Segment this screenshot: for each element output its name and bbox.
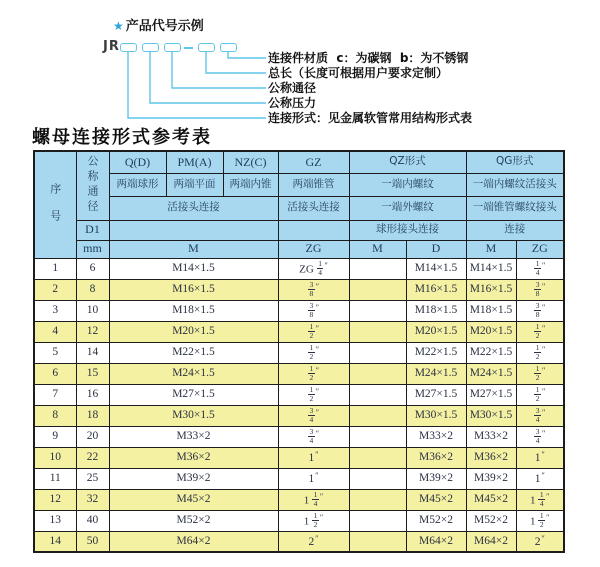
qg-m-cell: M22×1.5 <box>466 342 516 363</box>
table-row <box>34 342 564 363</box>
header-row-5 <box>34 240 564 258</box>
qz-m-cell <box>349 279 406 300</box>
header-cell: QZ形式 <box>349 151 466 173</box>
gz-cell: 1 $\frac{1}{4}$ ″ <box>278 489 349 510</box>
qz-d-cell: M24×1.5 <box>406 363 466 384</box>
table-row <box>34 405 564 426</box>
m-thread-cell: M20×1.5 <box>109 321 278 342</box>
qg-zg-cell: $\frac{1}{2}$ ″ <box>516 363 564 384</box>
qz-m-cell <box>349 510 406 531</box>
header-cell: 两端内锥 <box>223 173 278 196</box>
diameter-cell: 20 <box>76 426 109 447</box>
diagram-title-text: 产品代号示例 <box>125 19 204 34</box>
code-box-4 <box>198 43 215 52</box>
header-cell: GZ <box>278 151 349 173</box>
header-row-4 <box>34 220 564 240</box>
qz-d-cell: M36×2 <box>406 447 466 468</box>
diagram-label-length: 总长（长度可根据用户要求定制） <box>268 66 449 80</box>
qz-m-cell <box>349 468 406 489</box>
diameter-cell: 6 <box>76 258 109 279</box>
header-cell: 两端平面 <box>166 173 223 196</box>
diameter-cell: 10 <box>76 300 109 321</box>
gz-cell: 2″ <box>278 531 349 552</box>
m-thread-cell: M16×1.5 <box>109 279 278 300</box>
diameter-cell: 12 <box>76 321 109 342</box>
header-row-2 <box>34 173 564 196</box>
qz-d-cell: M52×2 <box>406 510 466 531</box>
header-cell: D1 <box>76 220 109 240</box>
gz-cell: $\frac{1}{2}$ ″ <box>278 342 349 363</box>
diameter-cell: 18 <box>76 405 109 426</box>
qz-m-cell <box>349 447 406 468</box>
code-box-5 <box>220 43 237 52</box>
header-cell: 连接 <box>466 220 564 240</box>
qg-m-cell: M18×1.5 <box>466 300 516 321</box>
m-thread-cell: M45×2 <box>109 489 278 510</box>
gz-cell: $\frac{1}{2}$ ″ <box>278 363 349 384</box>
qg-zg-cell: 1″ <box>516 447 564 468</box>
qz-m-cell <box>349 384 406 405</box>
qg-m-cell: M33×2 <box>466 426 516 447</box>
m-thread-cell: M33×2 <box>109 426 278 447</box>
gz-cell: $\frac{1}{2}$ ″ <box>278 384 349 405</box>
qz-m-cell <box>349 405 406 426</box>
row-index-cell: 11 <box>34 468 76 489</box>
table-row <box>34 384 564 405</box>
header-cell: 一端锥管螺纹接头 <box>466 196 564 220</box>
table-row <box>34 510 564 531</box>
row-index-cell: 2 <box>34 279 76 300</box>
code-box-2 <box>142 43 159 52</box>
qg-zg-cell: $\frac{1}{4}$ ″ <box>516 258 564 279</box>
qg-m-cell: M45×2 <box>466 489 516 510</box>
m-thread-cell: M14×1.5 <box>109 258 278 279</box>
header-cell: ZG <box>516 240 564 258</box>
table-header <box>34 151 564 258</box>
header-row-3 <box>34 196 564 220</box>
qg-zg-cell: $\frac{3}{8}$ ″ <box>516 300 564 321</box>
qg-zg-cell: $\frac{3}{8}$ ″ <box>516 279 564 300</box>
diagram-label-pressure: 公称压力 <box>268 96 317 110</box>
gz-cell: $\frac{3}{4}$ ″ <box>278 426 349 447</box>
qg-zg-cell: 2″ <box>516 531 564 552</box>
gz-cell: 1 $\frac{1}{2}$ ″ <box>278 510 349 531</box>
table-row <box>34 279 564 300</box>
qz-d-cell: M33×2 <box>406 426 466 447</box>
header-cell: QG形式 <box>466 151 564 173</box>
header-cell: 活接头连接 <box>109 196 278 220</box>
header-cell: PM(A) <box>166 151 223 173</box>
header-cell: 两端球形 <box>109 173 166 196</box>
qg-zg-cell: $\frac{3}{4}$ ″ <box>516 426 564 447</box>
row-index-cell: 14 <box>34 531 76 552</box>
header-cell: 序号 <box>34 151 76 258</box>
row-index-cell: 6 <box>34 363 76 384</box>
header-cell: ZG <box>278 240 349 258</box>
header-cell <box>278 220 349 240</box>
diameter-cell: 16 <box>76 384 109 405</box>
qz-m-cell <box>349 342 406 363</box>
qz-m-cell <box>349 321 406 342</box>
m-thread-cell: M30×1.5 <box>109 405 278 426</box>
diameter-cell: 22 <box>76 447 109 468</box>
diameter-cell: 15 <box>76 363 109 384</box>
qz-m-cell <box>349 426 406 447</box>
row-index-cell: 12 <box>34 489 76 510</box>
row-index-cell: 5 <box>34 342 76 363</box>
qg-m-cell: M24×1.5 <box>466 363 516 384</box>
qz-m-cell <box>349 300 406 321</box>
diagram-label-connection: 连接形式：见金属软管常用结构形式表 <box>268 111 473 125</box>
header-cell <box>109 220 278 240</box>
qg-m-cell: M16×1.5 <box>466 279 516 300</box>
code-box-1 <box>120 43 137 52</box>
qz-d-cell: M14×1.5 <box>406 258 466 279</box>
m-thread-cell: M64×2 <box>109 531 278 552</box>
diameter-cell: 8 <box>76 279 109 300</box>
table-body <box>34 258 564 552</box>
star-icon: ★ <box>113 19 124 33</box>
row-index-cell: 1 <box>34 258 76 279</box>
m-thread-cell: M24×1.5 <box>109 363 278 384</box>
qz-m-cell <box>349 489 406 510</box>
m-thread-cell: M39×2 <box>109 468 278 489</box>
dash-separator <box>184 47 193 49</box>
qz-d-cell: M30×1.5 <box>406 405 466 426</box>
table-row <box>34 468 564 489</box>
qz-m-cell <box>349 363 406 384</box>
diagram-label-diameter: 公称通径 <box>268 81 317 95</box>
header-cell: M <box>466 240 516 258</box>
row-index-cell: 9 <box>34 426 76 447</box>
header-cell: 球形接头连接 <box>349 220 466 240</box>
table-row <box>34 258 564 279</box>
gz-cell: 1″ <box>278 468 349 489</box>
qz-d-cell: M18×1.5 <box>406 300 466 321</box>
diameter-cell: 14 <box>76 342 109 363</box>
qg-zg-cell: 1″ <box>516 468 564 489</box>
row-index-cell: 4 <box>34 321 76 342</box>
m-thread-cell: M18×1.5 <box>109 300 278 321</box>
header-cell: 一端内螺纹活接头 <box>466 173 564 196</box>
table-row <box>34 321 564 342</box>
diameter-cell: 50 <box>76 531 109 552</box>
qg-m-cell: M27×1.5 <box>466 384 516 405</box>
table-row <box>34 300 564 321</box>
row-index-cell: 10 <box>34 447 76 468</box>
qz-d-cell: M45×2 <box>406 489 466 510</box>
qg-zg-cell: 1 $\frac{1}{4}$ ″ <box>516 489 564 510</box>
diagram-label-material: 连接件材质 c：为碳钢 b：为不锈钢 <box>268 51 469 65</box>
table-row <box>34 426 564 447</box>
row-index-cell: 3 <box>34 300 76 321</box>
qg-m-cell: M52×2 <box>466 510 516 531</box>
table-row <box>34 531 564 552</box>
qz-m-cell <box>349 258 406 279</box>
m-thread-cell: M36×2 <box>109 447 278 468</box>
qg-zg-cell: 1 $\frac{1}{2}$ ″ <box>516 510 564 531</box>
qg-zg-cell: $\frac{1}{2}$ ″ <box>516 321 564 342</box>
header-cell: M <box>349 240 406 258</box>
qg-m-cell: M64×2 <box>466 531 516 552</box>
row-index-cell: 8 <box>34 405 76 426</box>
diameter-cell: 25 <box>76 468 109 489</box>
diameter-cell: 40 <box>76 510 109 531</box>
table-row <box>34 489 564 510</box>
gz-cell: $\frac{1}{2}$ ″ <box>278 321 349 342</box>
header-cell: M <box>109 240 278 258</box>
code-prefix: JR <box>103 39 120 54</box>
qz-d-cell: M22×1.5 <box>406 342 466 363</box>
header-cell: 一端外螺纹 <box>349 196 466 220</box>
qz-d-cell: M27×1.5 <box>406 384 466 405</box>
table-title: 螺母连接形式参考表 <box>32 127 212 147</box>
gz-cell: ZG $\frac{1}{4}$ ″ <box>278 258 349 279</box>
header-cell: NZ(C) <box>223 151 278 173</box>
code-box-3 <box>164 43 181 52</box>
row-index-cell: 7 <box>34 384 76 405</box>
table-row <box>34 363 564 384</box>
gz-cell: $\frac{3}{8}$ ″ <box>278 279 349 300</box>
qg-zg-cell: $\frac{1}{2}$ ″ <box>516 384 564 405</box>
nut-connection-table <box>33 150 565 553</box>
header-cell: D <box>406 240 466 258</box>
header-cell: 一端内螺纹 <box>349 173 466 196</box>
qg-zg-cell: $\frac{3}{4}$ ″ <box>516 405 564 426</box>
gz-cell: $\frac{3}{8}$ ″ <box>278 300 349 321</box>
qz-d-cell: M20×1.5 <box>406 321 466 342</box>
qz-m-cell <box>349 531 406 552</box>
row-index-cell: 13 <box>34 510 76 531</box>
qg-m-cell: M14×1.5 <box>466 258 516 279</box>
header-row-1 <box>34 151 564 173</box>
header-cell: Q(D) <box>109 151 166 173</box>
header-cell: mm <box>76 240 109 258</box>
gz-cell: $\frac{3}{4}$ ″ <box>278 405 349 426</box>
diagram-title <box>113 15 204 34</box>
m-thread-cell: M27×1.5 <box>109 384 278 405</box>
diameter-cell: 32 <box>76 489 109 510</box>
table-row <box>34 447 564 468</box>
gz-cell: 1″ <box>278 447 349 468</box>
header-cell: 公称通径 <box>76 151 109 220</box>
qg-m-cell: M36×2 <box>466 447 516 468</box>
qg-m-cell: M20×1.5 <box>466 321 516 342</box>
header-cell: 活接头连接 <box>278 196 349 220</box>
qz-d-cell: M39×2 <box>406 468 466 489</box>
qg-zg-cell: $\frac{1}{2}$ ″ <box>516 342 564 363</box>
qg-m-cell: M39×2 <box>466 468 516 489</box>
m-thread-cell: M52×2 <box>109 510 278 531</box>
qg-m-cell: M30×1.5 <box>466 405 516 426</box>
header-cell: 两端锥管 <box>278 173 349 196</box>
m-thread-cell: M22×1.5 <box>109 342 278 363</box>
qz-d-cell: M16×1.5 <box>406 279 466 300</box>
qz-d-cell: M64×2 <box>406 531 466 552</box>
